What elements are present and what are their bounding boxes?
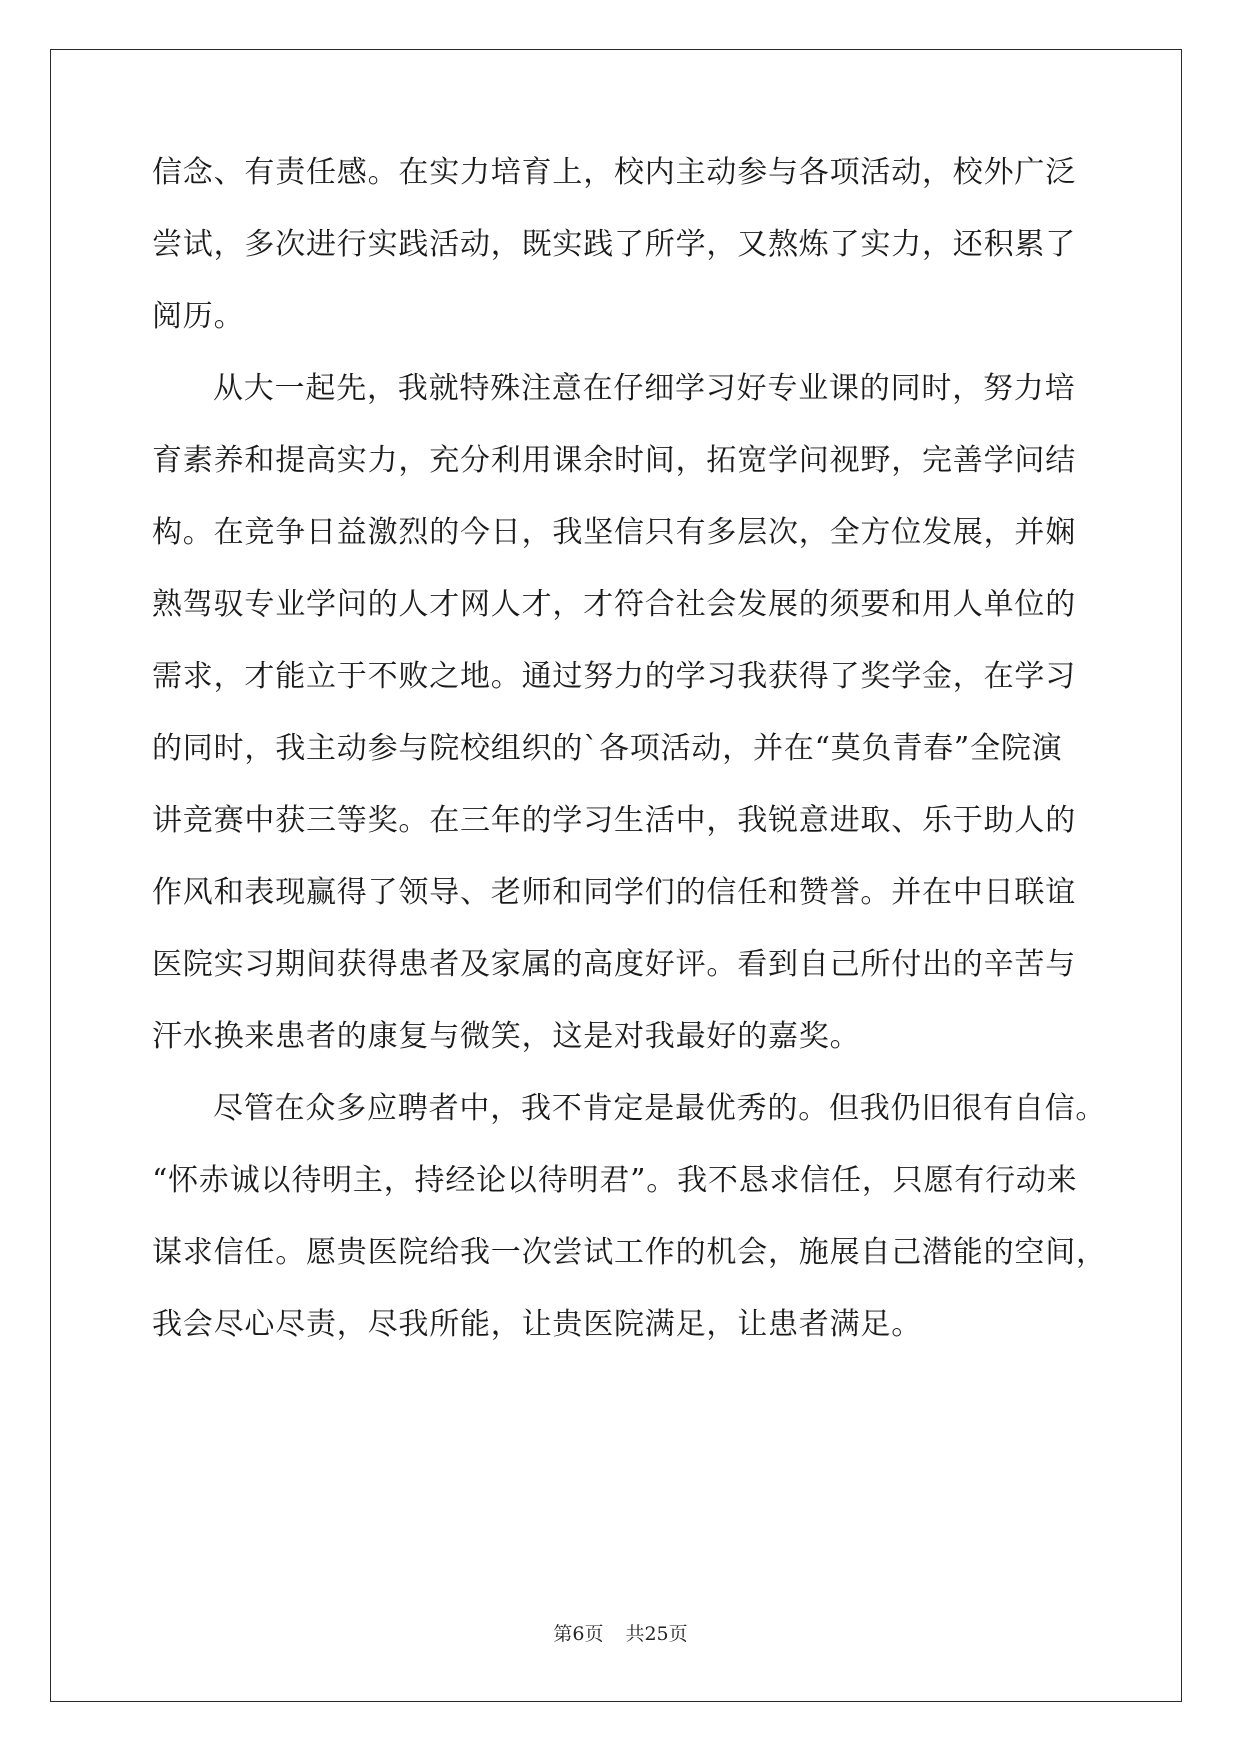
- text-line: 讲竞赛中获三等奖。在三年的学习生活中，我锐意进取、乐于助人的: [152, 803, 1076, 838]
- paragraph-start-line: 从大一起先，我就特殊注意在仔细学习好专业课的同时，努力培: [213, 371, 1076, 406]
- text-line: 信念、有责任感。在实力培育上，校内主动参与各项活动，校外广泛: [152, 155, 1076, 190]
- text-line: 医院实习期间获得患者及家属的高度好评。看到自己所付出的辛苦与: [152, 947, 1076, 982]
- page-total: 共25页: [625, 1623, 688, 1645]
- text-line: 作风和表现赢得了领导、老师和同学们的信任和赞誉。并在中日联谊: [152, 875, 1076, 910]
- text-line: 育素养和提高实力，充分利用课余时间，拓宽学问视野，完善学问结: [152, 443, 1076, 478]
- text-line: 我会尽心尽责，尽我所能，让贵医院满足，让患者满足。: [152, 1307, 922, 1342]
- text-line: 汗水换来患者的康复与微笑，这是对我最好的嘉奖。: [152, 1019, 861, 1054]
- text-line: “怀赤诚以待明主，持经论以待明君”。我不恳求信任，只愿有行动来: [152, 1163, 1078, 1198]
- text-line: 需求，才能立于不败之地。通过努力的学习我获得了奖学金，在学习: [152, 659, 1076, 694]
- text-line: 尝试，多次进行实践活动，既实践了所学，又熬炼了实力，还积累了: [152, 227, 1076, 262]
- page-footer: [0, 1621, 1241, 1647]
- text-line: 熟驾驭专业学问的人才网人才，才符合社会发展的须要和用人单位的: [152, 587, 1076, 622]
- page-number: 第6页: [553, 1623, 604, 1645]
- text-line: 谋求信任。愿贵医院给我一次尝试工作的机会，施展自己潜能的空间，: [152, 1235, 1107, 1270]
- paragraph-start-line: 尽管在众多应聘者中，我不肯定是最优秀的。但我仍旧很有自信。: [213, 1091, 1107, 1126]
- text-line: 构。在竞争日益激烈的今日，我坚信只有多层次，全方位发展，并娴: [152, 515, 1076, 550]
- text-line: 的同时，我主动参与院校组织的`各项活动，并在“莫负青春”全院演: [152, 731, 1063, 766]
- text-line: 阅历。: [152, 299, 245, 334]
